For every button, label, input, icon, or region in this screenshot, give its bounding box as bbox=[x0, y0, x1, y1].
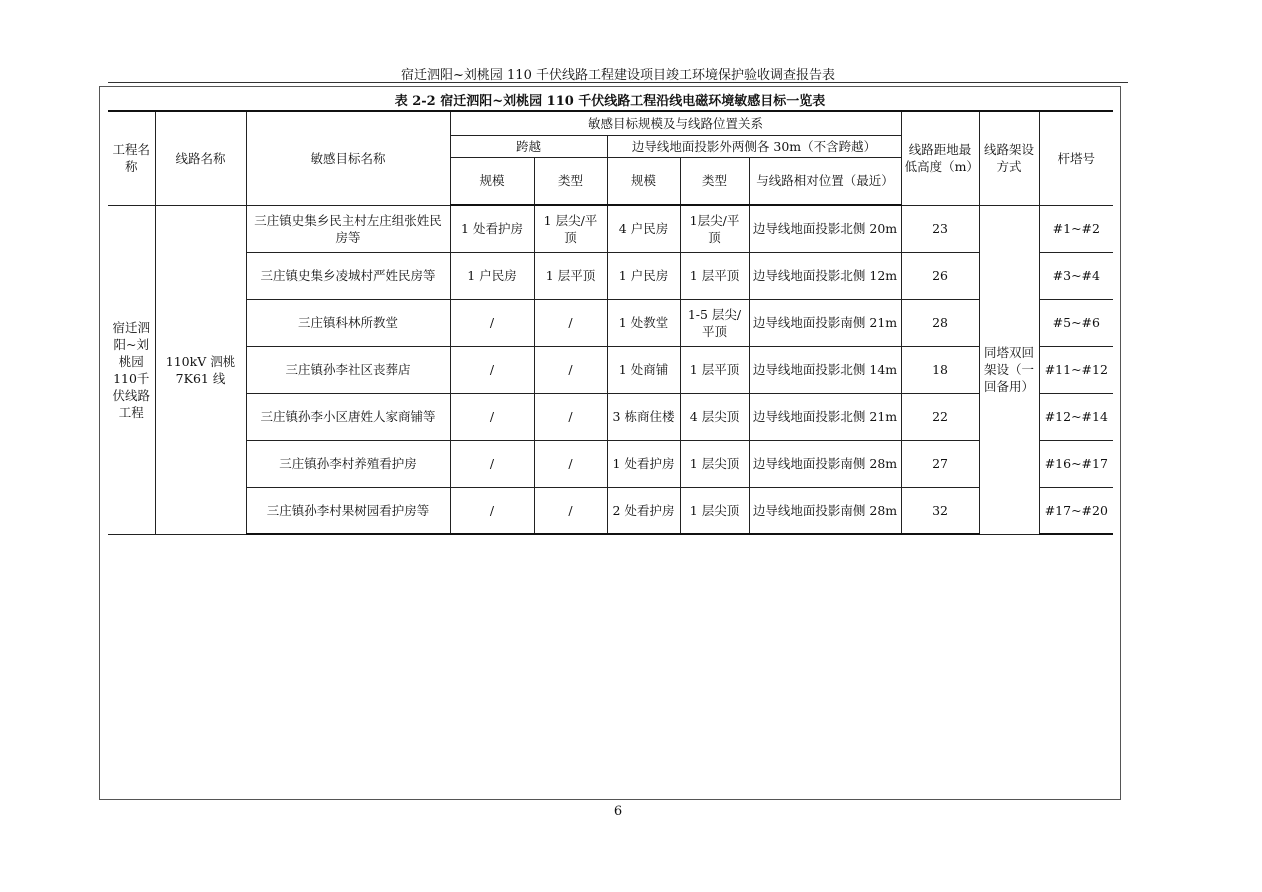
table-row bbox=[108, 487, 1113, 534]
relative-position-cell: 边导线地面投影北侧 21m bbox=[749, 393, 901, 440]
header-scale-relation: 敏感目标规模及与线路位置关系 bbox=[450, 111, 901, 135]
crossing-type-cell: / bbox=[534, 393, 607, 440]
projection-type-cell: 1 层平顶 bbox=[680, 252, 749, 299]
crossing-type-cell: / bbox=[534, 299, 607, 346]
crossing-type-cell: 1 层平顶 bbox=[534, 252, 607, 299]
sensitive-targets-table bbox=[108, 110, 1113, 535]
projection-type-cell: 1 层尖顶 bbox=[680, 440, 749, 487]
table-row bbox=[108, 299, 1113, 346]
projection-type-cell: 1 层平顶 bbox=[680, 346, 749, 393]
header-projection-type: 类型 bbox=[680, 157, 749, 205]
table-title: 表 2-2 宿迁泗阳~刘桃园 110 千伏线路工程沿线电磁环境敏感目标一览表 bbox=[394, 94, 826, 109]
header-rule bbox=[108, 82, 1128, 83]
page-header: 宿迁泗阳~刘桃园 110 千伏线路工程建设项目竣工环境保护验收调查报告表 bbox=[401, 68, 835, 83]
header-relative-position: 与线路相对位置（最近） bbox=[749, 157, 901, 205]
header-projection-scale: 规模 bbox=[607, 157, 680, 205]
header-tower-number: 杆塔号 bbox=[1039, 111, 1113, 205]
table-row bbox=[108, 205, 1113, 252]
crossing-type-cell: / bbox=[534, 440, 607, 487]
table-row bbox=[108, 393, 1113, 440]
relative-position-cell: 边导线地面投影北侧 14m bbox=[749, 346, 901, 393]
crossing-type-cell: / bbox=[534, 487, 607, 534]
projection-scale-cell: 4 户民房 bbox=[607, 205, 680, 252]
header-crossing-type: 类型 bbox=[534, 157, 607, 205]
min-height-cell: 26 bbox=[901, 252, 979, 299]
projection-type-cell: 4 层尖顶 bbox=[680, 393, 749, 440]
header-target-name: 敏感目标名称 bbox=[246, 111, 450, 205]
target-name-cell: 三庄镇史集乡凌城村严姓民房等 bbox=[246, 252, 450, 299]
tower-number-cell: #17~#20 bbox=[1039, 487, 1113, 534]
min-height-cell: 23 bbox=[901, 205, 979, 252]
crossing-scale-cell: / bbox=[450, 393, 534, 440]
projection-type-cell: 1-5 层尖/平顶 bbox=[680, 299, 749, 346]
crossing-type-cell: 1 层尖/平顶 bbox=[534, 205, 607, 252]
projection-type-cell: 1层尖/平顶 bbox=[680, 205, 749, 252]
crossing-scale-cell: / bbox=[450, 299, 534, 346]
projection-scale-cell: 1 处看护房 bbox=[607, 440, 680, 487]
min-height-cell: 27 bbox=[901, 440, 979, 487]
line-name-cell: 110kV 泗桃 7K61 线 bbox=[155, 205, 246, 534]
relative-position-cell: 边导线地面投影北侧 12m bbox=[749, 252, 901, 299]
min-height-cell: 32 bbox=[901, 487, 979, 534]
tower-number-cell: #11~#12 bbox=[1039, 346, 1113, 393]
tower-number-cell: #5~#6 bbox=[1039, 299, 1113, 346]
header-project-name: 工程名称 bbox=[108, 111, 155, 205]
header-crossing: 跨越 bbox=[450, 135, 607, 157]
projection-scale-cell: 3 栋商住楼 bbox=[607, 393, 680, 440]
header-erection-method: 线路架设方式 bbox=[979, 111, 1039, 205]
header-crossing-scale: 规模 bbox=[450, 157, 534, 205]
relative-position-cell: 边导线地面投影北侧 20m bbox=[749, 205, 901, 252]
tower-number-cell: #16~#17 bbox=[1039, 440, 1113, 487]
page-number: 6 bbox=[613, 804, 623, 819]
table-row bbox=[108, 346, 1113, 393]
min-height-cell: 22 bbox=[901, 393, 979, 440]
table-row bbox=[108, 440, 1113, 487]
project-name-cell: 宿迁泗阳~刘桃园110千伏线路工程 bbox=[108, 205, 155, 534]
relative-position-cell: 边导线地面投影南侧 28m bbox=[749, 440, 901, 487]
header-min-height: 线路距地最低高度（m） bbox=[901, 111, 979, 205]
tower-number-cell: #12~#14 bbox=[1039, 393, 1113, 440]
min-height-cell: 28 bbox=[901, 299, 979, 346]
relative-position-cell: 边导线地面投影南侧 21m bbox=[749, 299, 901, 346]
crossing-scale-cell: 1 处看护房 bbox=[450, 205, 534, 252]
target-name-cell: 三庄镇孙李小区唐姓人家商铺等 bbox=[246, 393, 450, 440]
target-name-cell: 三庄镇科林所教堂 bbox=[246, 299, 450, 346]
crossing-scale-cell: 1 户民房 bbox=[450, 252, 534, 299]
relative-position-cell: 边导线地面投影南侧 28m bbox=[749, 487, 901, 534]
projection-type-cell: 1 层尖顶 bbox=[680, 487, 749, 534]
projection-scale-cell: 1 处教堂 bbox=[607, 299, 680, 346]
table-row bbox=[108, 252, 1113, 299]
target-name-cell: 三庄镇孙李社区丧葬店 bbox=[246, 346, 450, 393]
crossing-type-cell: / bbox=[534, 346, 607, 393]
crossing-scale-cell: / bbox=[450, 487, 534, 534]
min-height-cell: 18 bbox=[901, 346, 979, 393]
header-line-name: 线路名称 bbox=[155, 111, 246, 205]
erection-method-cell: 同塔双回架设（一回备用） bbox=[979, 205, 1039, 534]
target-name-cell: 三庄镇孙李村果树园看护房等 bbox=[246, 487, 450, 534]
target-name-cell: 三庄镇孙李村养殖看护房 bbox=[246, 440, 450, 487]
projection-scale-cell: 1 户民房 bbox=[607, 252, 680, 299]
tower-number-cell: #3~#4 bbox=[1039, 252, 1113, 299]
target-name-cell: 三庄镇史集乡民主村左庄组张姓民房等 bbox=[246, 205, 450, 252]
projection-scale-cell: 1 处商铺 bbox=[607, 346, 680, 393]
tower-number-cell: #1~#2 bbox=[1039, 205, 1113, 252]
projection-scale-cell: 2 处看护房 bbox=[607, 487, 680, 534]
header-projection-30m: 边导线地面投影外两侧各 30m（不含跨越） bbox=[607, 135, 901, 157]
crossing-scale-cell: / bbox=[450, 440, 534, 487]
crossing-scale-cell: / bbox=[450, 346, 534, 393]
